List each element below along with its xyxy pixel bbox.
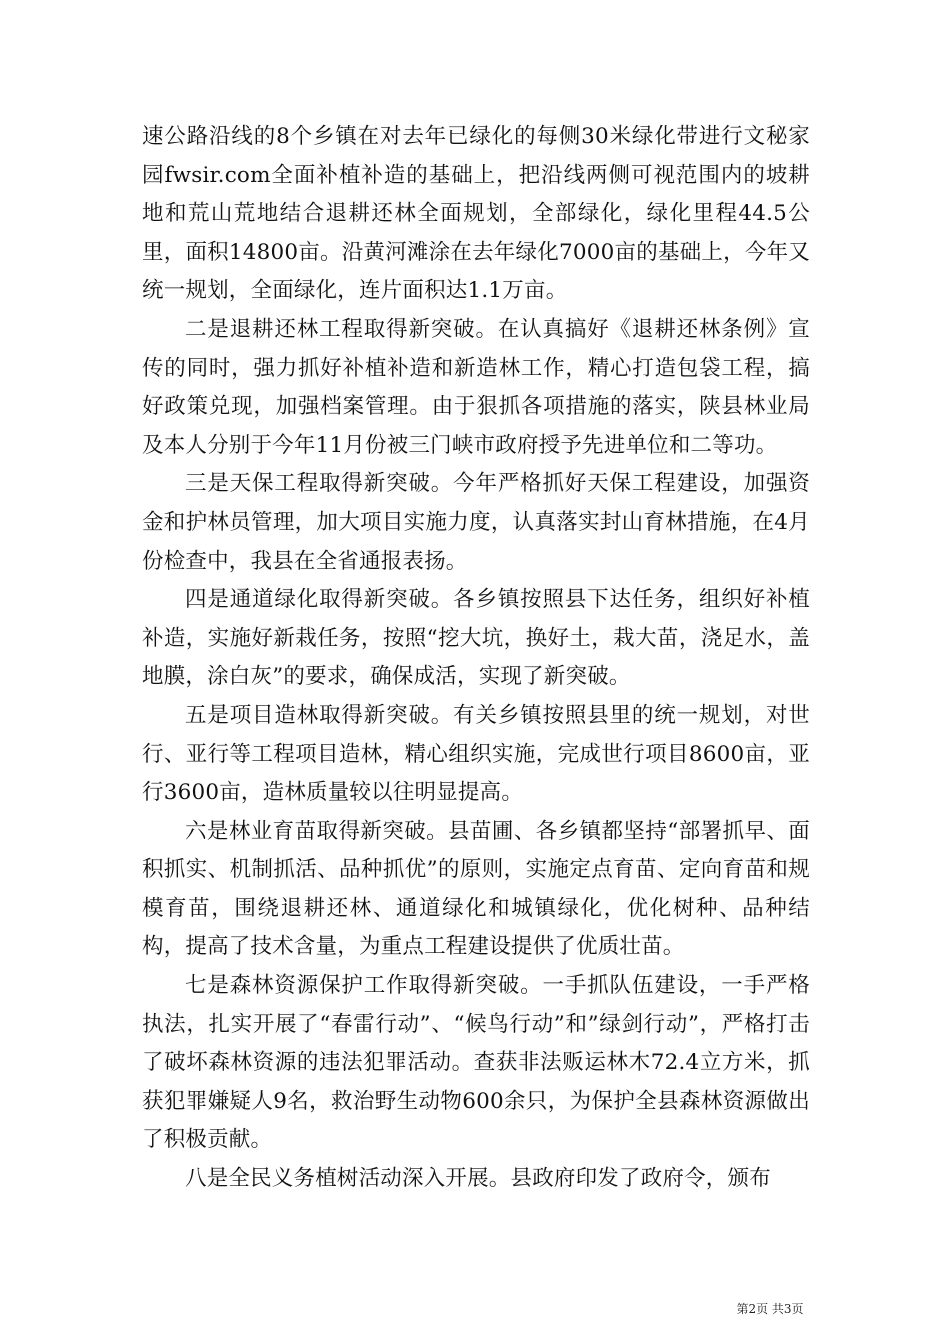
paragraph-8: 八是全民义务植树活动深入开展。县政府印发了政府令，颁布: [185, 1166, 771, 1192]
paragraph-5: 五是项目造林取得新突破。有关乡镇按照县里的统一规划，对世行、亚行等工程项目造林，精心组织实施，完成世行项目8600亩，亚行3600亩，造林质量较以往明显提高。: [142, 702, 810, 806]
paragraph-1: 速公路沿线的8个乡镇在对去年已绿化的每侧30米绿化带进行文秘家园fwsir.com全面补植补造的基础上，把沿线两侧可视范围内的坡耕地和荒山荒地结合退耕还林全面规划，全部绿化，绿化里程44.5公里，面积14800亩。沿黄河滩涂在去年绿化7000亩的基础上，今年又统一规划，全面绿化，连片面积达1.1万亩。: [142, 124, 810, 304]
paragraph-6: 六是林业育苗取得新突破。县苗圃、各乡镇都坚持“部署抓早、面积抓实、机制抓活、品种抓优”的原则，实施定点育苗、定向育苗和规模育苗，围绕退耕还林、通道绿化和城镇绿化，优化树种、品种结构，提高了技术含量，为重点工程建设提供了优质壮苗。: [142, 818, 810, 960]
document-body: [142, 118, 810, 1199]
paragraph-4: 四是通道绿化取得新突破。各乡镇按照县下达任务，组织好补植补造，实施好新栽任务，按照“挖大坑，换好土，栽大苗，浇足水，盖地膜，涂白灰”的要求，确保成活，实现了新突破。: [142, 587, 810, 690]
page-number-label: 第2页 共3页: [736, 1302, 804, 1316]
paragraph-7: 七是森林资源保护工作取得新突破。一手抓队伍建设，一手严格执法，扎实开展了“春雷行动”、“候鸟行动”和”绿剑行动”，严格打击了破坏森林资源的违法犯罪活动。查获非法贩运林木72.4立方米，抓获犯罪嫌疑人9名，救治野生动物600余只，为保护全县森林资源做出了积极贡献。: [142, 973, 810, 1153]
paragraph-2: 二是退耕还林工程取得新突破。在认真搞好《退耕还林条例》宣传的同时，强力抓好补植补造和新造林工作，精心打造包袋工程，搞好政策兑现，加强档案管理。由于狠抓各项措施的落实，陕县林业局及本人分别于今年11月份被三门峡市政府授予先进单位和二等功。: [142, 316, 810, 458]
paragraph-3: 三是天保工程取得新突破。今年严格抓好天保工程建设，加强资金和护林员管理，加大项目实施力度，认真落实封山育林措施，在4月份检查中，我县在全省通报表扬。: [142, 471, 810, 574]
page-footer: [0, 1300, 950, 1317]
